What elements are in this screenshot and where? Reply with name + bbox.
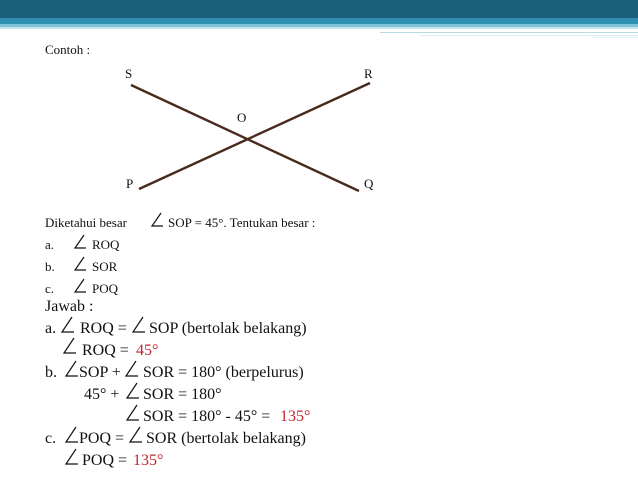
problem-prefix: Diketahui besar bbox=[45, 215, 127, 230]
angle-icon bbox=[73, 278, 87, 294]
angle-icon bbox=[131, 316, 146, 334]
angle-icon bbox=[128, 426, 143, 444]
problem-suffix: SOP = 45°. Tentukan besar : bbox=[168, 215, 316, 230]
angle-icon bbox=[60, 316, 75, 334]
problem-item-c-marker: c. bbox=[45, 281, 55, 296]
answer-a2-value: 45° bbox=[136, 342, 159, 359]
angle-icon bbox=[73, 234, 87, 250]
label-p: P bbox=[126, 176, 134, 191]
answer-c2-value: 135° bbox=[133, 452, 164, 469]
answer-b2-right: SOR = 180° bbox=[143, 386, 222, 403]
answer-c1-left: POQ = bbox=[79, 430, 125, 447]
answer-b1-left: SOP + bbox=[79, 364, 121, 381]
answer-a2-left: ROQ = bbox=[82, 342, 129, 359]
angle-icon bbox=[125, 404, 140, 422]
answer-b2-left: 45° + bbox=[84, 386, 120, 403]
label-q: Q bbox=[364, 176, 374, 191]
problem-item-a-text: ROQ bbox=[92, 237, 120, 252]
answer-c-marker: c. bbox=[45, 430, 57, 447]
answer-a1-left: ROQ = bbox=[80, 320, 127, 337]
angle-icon bbox=[73, 256, 87, 272]
label-r: R bbox=[364, 66, 373, 81]
answer-b1-right: SOR = 180° (berpelurus) bbox=[143, 364, 304, 381]
answer-c2-left: POQ = bbox=[82, 452, 128, 469]
answer-c1-right: SOR (bertolak belakang) bbox=[146, 430, 306, 447]
line-sq bbox=[131, 85, 359, 191]
angle-icon bbox=[64, 360, 79, 378]
answer-a-marker: a. bbox=[45, 320, 57, 337]
problem-item-a-marker: a. bbox=[45, 237, 55, 252]
label-o: O bbox=[237, 110, 247, 125]
angle-icon bbox=[62, 337, 77, 355]
angle-icon bbox=[125, 382, 140, 400]
line-pr bbox=[139, 83, 370, 189]
example-heading: Contoh : bbox=[45, 42, 91, 57]
problem-item-b-marker: b. bbox=[45, 259, 55, 274]
angle-icon bbox=[124, 360, 139, 378]
answer-b3-value: 135° bbox=[280, 408, 311, 425]
problem-item-b-text: SOR bbox=[92, 259, 118, 274]
angle-icon bbox=[64, 448, 79, 466]
label-s: S bbox=[125, 66, 133, 81]
answer-b-marker: b. bbox=[45, 364, 57, 381]
answer-a1-right: SOP (bertolak belakang) bbox=[149, 320, 307, 337]
angle-icon bbox=[150, 212, 164, 228]
answer-title: Jawab : bbox=[45, 298, 94, 315]
angle-icon bbox=[64, 426, 79, 444]
answer-b3-text: SOR = 180° - 45° = bbox=[143, 408, 271, 425]
problem-item-c-text: POQ bbox=[92, 281, 119, 296]
